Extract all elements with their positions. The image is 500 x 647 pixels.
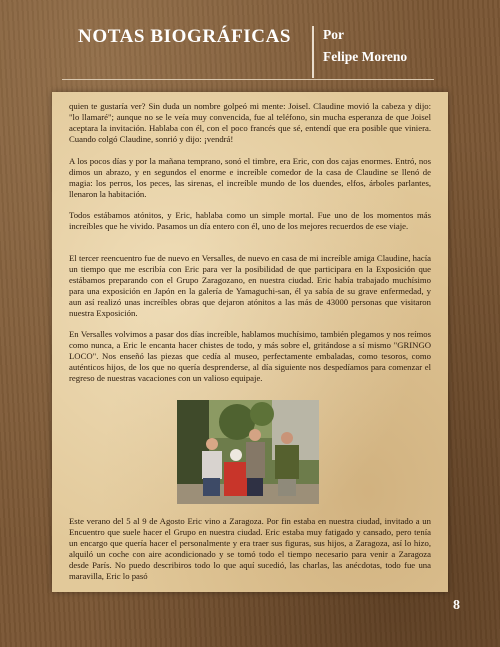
- article-paragraph: quien te gustaría ver? Sin duda un nombre golpeó mi mente: Joisel. Claudine movió la cabeza y dijo: "lo llamaré"; aunque no se le veía muy convencida, fue al teléfono, sin mucha esperanza de que Joisel aceptara la invitación. Hablaba con él, con el poco francés que sé, entendí que era posible que viniera. Cuando colgó Claudine, sonrió y dijo: ¡vendrá!: [69, 101, 431, 144]
- header-author-name: Felipe Moreno: [323, 49, 408, 64]
- header-by: Por: [323, 27, 344, 42]
- header-author-block: [323, 24, 407, 68]
- article-paragraph: En Versalles volvimos a pasar dos días increíble, hablamos muchísimo, también plegamos y nos reímos como nunca, a Eric le encanta hacer chistes de todo, y más sobre el, gritándose a sí mismo "GRINGO LOCO". Nos enseñó las piezas que cedía al museo, perfectamente embaladas, como tesoros, como auténticos hijos, de los que no quería desprenderse, al día siguiente nos despedíamos para comenzar el regreso de nuestras vacaciones con un valioso equipaje.: [69, 329, 431, 383]
- header-divider: [312, 26, 314, 78]
- header-rule: [62, 79, 434, 80]
- group-photo-image: [177, 400, 319, 504]
- group-photo: [177, 400, 319, 504]
- header-title: NOTAS BIOGRÁFICAS: [78, 26, 292, 47]
- article-paper: [52, 92, 448, 592]
- page-number: 8: [453, 598, 460, 613]
- article-paragraph: Este verano del 5 al 9 de Agosto Eric vino a Zaragoza. Por fin estaba en nuestra ciudad, invitado a un Encuentro que suele hacer el Grupo en nuestra ciudad. Eric estaba muy fatigado y cansado, pero tenía un encargo que quería hacer el personalmente y era traer sus figuras, sus hijos, a Zaragoza, así lo hizo, alquiló un coche con aire acondicionado y se tomó todo el tiempo necesario para venir a Zaragoza desde París. No puedo describiros todo lo que aquí sucedió, las charlas, las anécdotas, todo fue una maravilla, Eric lo pasó: [69, 516, 431, 581]
- article-paragraph: El tercer reencuentro fue de nuevo en Versalles, de nuevo en casa de mi increíble amiga Claudine, hacía un tiempo que me escribía con Eric para ver la posibilidad de que participara en la Exposición que estábamos preparando con el Grupo Zaragozano, en nuestra ciudad. Eric había trabajado muchísimo para una exposición en Japón en la galería de Yamaguchi-san, él ya sabía de su grave enfermedad, y aun así realizó unas increíbles obras que dejaron atónitos a las más de 43000 personas que visitaron nuestra Exposición.: [69, 253, 431, 318]
- article-paragraph: A los pocos días y por la mañana temprano, sonó el timbre, era Eric, con dos cajas enormes. Entró, nos dimos un abrazo, y en segundos el enorme e increíble comedor de la casa de Claudine se llenó de magia: los perros, los peces, las sirenas, el increíble mundo de los duendes, elfos, árboles parlantes, llenaron la habitación.: [69, 156, 431, 199]
- article-paragraph: Todos estábamos atónitos, y Eric, hablaba como un simple mortal. Fue uno de los momentos más increíbles que he vivido. Pasamos un día entero con él, uno de los mejores recuerdos de ese viaje.: [69, 210, 431, 231]
